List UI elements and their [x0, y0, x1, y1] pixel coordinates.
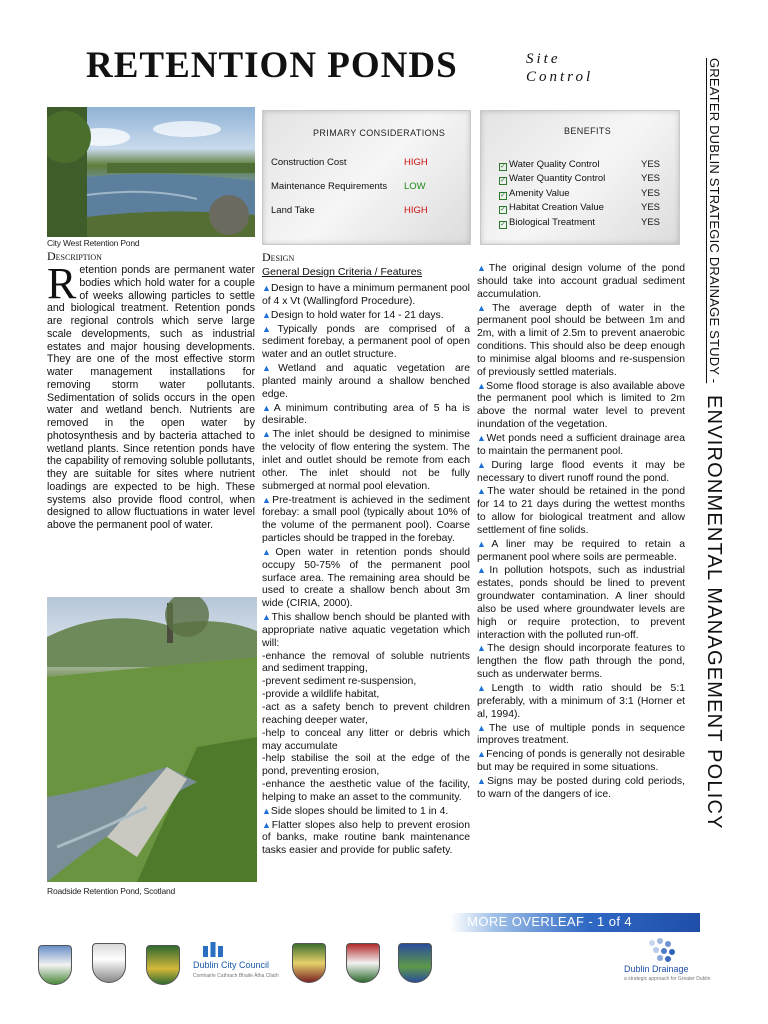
bench-item: -help to conceal any litter or debris which may accumulate [262, 727, 470, 752]
design-item: ▲Some flood storage is also available above the permanent pool which is limited to 2m above the normal water level to prevent inundation of the vegetation. [477, 380, 685, 431]
benefit-value: YES [641, 217, 661, 228]
design-item: ▲Signs may be posted during cold periods, to warn of the dangers of ice. [477, 775, 685, 800]
design-item: ▲During large flood events it may be necessary to divert runoff round the pond. [477, 459, 685, 484]
council-crest-3-icon [146, 945, 180, 985]
top-photo-caption: City West Retention Pond [47, 238, 140, 248]
bench-item: -act as a safety bench to prevent children reaching deeper water, [262, 702, 470, 726]
roadside-pond-photo [47, 597, 257, 882]
dublin-city-council-sub: Comhairle Cathrach Bhaile Átha Cliath [193, 973, 279, 979]
study-name: GREATER DUBLIN STRATEGIC DRAINAGE STUDY - [707, 58, 722, 384]
benefit-row [499, 173, 661, 184]
subtitle-line-1: Site [526, 51, 561, 67]
benefit-row [499, 159, 661, 170]
row-value: LOW [404, 181, 426, 192]
benefit-label: Amenity Value [509, 188, 570, 199]
council-crest-1-icon [38, 945, 72, 985]
description-dropcap: R [47, 259, 77, 308]
design-item: ▲The inlet should be designed to minimise the velocity of flow entering the system. The inlet and outlet should be remote from each other. The inlet should not be fully submerged at normal pool elevation. [262, 429, 470, 492]
checkbox-icon: ✓ [500, 163, 506, 170]
roadside-scene-illustration [47, 597, 257, 882]
row-label: Construction Cost [271, 157, 347, 168]
row-label: Land Take [271, 205, 315, 216]
council-crest-5-icon [346, 943, 380, 983]
design-item: ▲Fencing of ponds is generally not desirable but may be required in some situations. [477, 749, 685, 774]
benefit-row [499, 202, 661, 213]
description-text [47, 259, 255, 532]
benefit-label: Biological Treatment [509, 217, 596, 228]
primary-considerations-panel [262, 110, 471, 245]
water-drop-icon: ▲ [262, 402, 274, 413]
bench-item: -enhance the removal of soluble nutrients and sediment trapping, [262, 650, 470, 675]
water-drop-icon: ▲ [477, 459, 492, 470]
design-subheading: General Design Criteria / Features [262, 266, 422, 278]
benefit-value: YES [641, 202, 661, 213]
water-drop-icon: ▲ [262, 309, 271, 320]
council-logos [30, 935, 730, 1015]
dublin-drainage-dots-icon [642, 935, 682, 963]
benefit-row [499, 188, 661, 199]
checkbox-icon: ✓ [500, 221, 506, 228]
water-drop-icon: ▲ [262, 805, 271, 816]
benefits-panel [480, 110, 680, 245]
benefit-row [499, 217, 661, 228]
design-item: ▲Flatter slopes also help to prevent erosion of banks, make routine bank maintenance tasks easier and provide for public safety. [262, 819, 470, 857]
row-maintenance [271, 181, 426, 192]
overleaf-label: MORE OVERLEAF - 1 of 4 [467, 914, 632, 929]
primary-considerations-title: PRIMARY CONSIDERATIONS [313, 128, 446, 138]
design-item: ▲In pollution hotspots, such as industrial estates, ponds should be lined to prevent groundwater contamination. A liner should also be used where groundwater levels are high or require protection, to prevent interaction with the polluted run-off. [477, 565, 685, 641]
row-label: Maintenance Requirements [271, 181, 388, 192]
dublin-drainage-sub: a strategic approach for Greater Dublin [624, 976, 711, 982]
council-crest-4-icon [292, 943, 326, 983]
water-drop-icon: ▲ [262, 363, 279, 374]
water-drop-icon: ▲ [477, 263, 489, 273]
water-drop-icon: ▲ [477, 722, 489, 733]
row-land-take [271, 205, 428, 216]
design-item: ▲Pre-treatment is achieved in the sediment forebay: a small pool (typically about 10% of the volume of the permanent pool). Coarse particles should be trapped in the forebay. [262, 494, 470, 545]
subtitle-line-2: Control [526, 69, 594, 85]
bottom-photo-caption: Roadside Retention Pond, Scotland [47, 886, 176, 896]
water-drop-icon: ▲ [477, 486, 488, 497]
water-drop-icon: ▲ [477, 643, 488, 654]
benefits-title: BENEFITS [564, 126, 612, 136]
bench-item: -enhance the aesthetic value of the facility, helping to make an asset to the community. [262, 779, 470, 803]
design-item: ▲Typically ponds are comprised of a sediment forebay, a permanent pool of open water and an outlet structure. [262, 323, 470, 361]
benefit-label: Water Quality Control [509, 159, 600, 170]
design-item: ▲Design to hold water for 14 - 21 days. [262, 309, 444, 321]
dublin-city-council-logo: Dublin City Council [193, 960, 270, 970]
water-drop-icon: ▲ [262, 612, 272, 623]
design-item: ▲Length to width ratio should be 5:1 preferably, with a minimum of 3:1 (Horner et al, 1994). [477, 683, 685, 720]
row-value: HIGH [404, 205, 428, 216]
bench-item: -prevent sediment re-suspension, [262, 676, 417, 688]
water-drop-icon: ▲ [477, 538, 492, 549]
benefit-value: YES [641, 173, 661, 184]
retention-pond-photo [47, 107, 255, 237]
water-drop-icon: ▲ [262, 323, 278, 334]
more-overleaf-banner [450, 913, 700, 932]
benefit-label: Water Quantity Control [509, 173, 606, 184]
water-drop-icon: ▲ [262, 819, 272, 830]
design-item: ▲The average depth of water in the permanent pool should be between 1m and 2m, with a limit of 2.5m to prevent anaerobic conditions. This should also be deep enough to minimise algal blooms and re-suspension of previously settled materials. [477, 302, 685, 378]
water-drop-icon: ▲ [262, 546, 276, 557]
row-value: HIGH [404, 157, 428, 168]
checkbox-icon: ✓ [500, 192, 506, 199]
design-item: ▲This shallow bench should be planted with appropriate native aquatic vegetation which will: [262, 612, 470, 649]
design-item: ▲Side slopes should be limited to 1 in 4. [262, 805, 449, 817]
description-body: etention ponds are permanent water bodies which hold water for a couple of weeks allowing particles to settle and biological treatment. Retention ponds are regional controls which serve large scale developments, such as industrial estates and major housing developments. They are one of the most effective storm water management installations for removing storm water pollutants. Sedimentation of solids occurs in the open water and wetland bench. Nutrients are removed in the open water by photosynthesis and by bacteria attached to wetland plants. Since retention ponds have the capability of removing soluble pollutants, they are suitable for sites where nutrient loadings are expected to be high. These systems also provide flood control, when designed to allow fluctuations in water level above the permanent pool of water. [47, 264, 255, 531]
design-column-1 [262, 282, 470, 858]
page-title: RETENTION PONDS [86, 45, 458, 86]
design-item: ▲Design to have a minimum permanent pool of 4 x Vt (Wallingford Procedure). [262, 283, 470, 307]
bench-item: -provide a wildlife habitat, [262, 689, 380, 701]
description-heading: Description [47, 249, 102, 263]
benefit-label: Habitat Creation Value [509, 202, 604, 213]
page-subtitle [526, 50, 593, 86]
council-crest-6-icon [398, 943, 432, 983]
water-drop-icon: ▲ [477, 302, 493, 313]
row-construction-cost [271, 157, 428, 168]
water-drop-icon: ▲ [477, 432, 487, 443]
water-drop-icon: ▲ [477, 775, 488, 786]
water-drop-icon: ▲ [477, 749, 487, 760]
pond-scene-illustration [47, 107, 255, 237]
bench-item: -help stabilise the soil at the edge of the pond, preventing erosion, [262, 753, 470, 778]
council-crest-2-icon [92, 943, 126, 983]
water-drop-icon: ▲ [262, 283, 272, 293]
design-item: ▲Open water in retention ponds should occupy 50-75% of the permanent pool surface area. The remaining area should be used to create a shallow bench about 3m wide (CIRIA, 2000). [262, 546, 470, 610]
checkbox-icon: ✓ [500, 177, 506, 184]
design-item: ▲Wet ponds need a sufficient drainage area to maintain the permanent pool. [477, 432, 685, 457]
water-drop-icon: ▲ [477, 565, 490, 576]
water-drop-icon: ▲ [262, 429, 273, 440]
dublin-drainage-logo: Dublin Drainage [624, 964, 689, 974]
design-item: ▲Wetland and aquatic vegetation are planted mainly around a shallow benched edge. [262, 363, 470, 400]
checkbox-icon: ✓ [500, 206, 506, 213]
design-item: ▲A minimum contributing area of 5 ha is desirable. [262, 402, 470, 427]
design-heading: Design [262, 250, 295, 264]
policy-name: ENVIRONMENTAL MANAGEMENT POLICY [703, 395, 725, 830]
design-item: ▲The use of multiple ponds in sequence improves treatment. [477, 722, 685, 747]
design-item: ▲The design should incorporate features to lengthen the flow path through the pond, such as underwater berms. [477, 643, 685, 681]
design-item: ▲The water should be retained in the pond for 14 to 21 days during the wettest months to allow for biological treatment and allow settlement of fine solids. [477, 486, 685, 536]
water-drop-icon: ▲ [477, 380, 487, 391]
benefit-value: YES [641, 159, 661, 170]
benefit-value: YES [641, 188, 661, 199]
design-item: ▲The original design volume of the pond should take into account gradual sediment accumulation. [477, 263, 685, 300]
design-column-2 [477, 262, 685, 802]
water-drop-icon: ▲ [477, 683, 492, 693]
water-drop-icon: ▲ [262, 494, 273, 505]
dublin-city-castle-icon [202, 940, 224, 958]
design-item: ▲A liner may be required to retain a permanent pool where soils are permeable. [477, 538, 685, 563]
